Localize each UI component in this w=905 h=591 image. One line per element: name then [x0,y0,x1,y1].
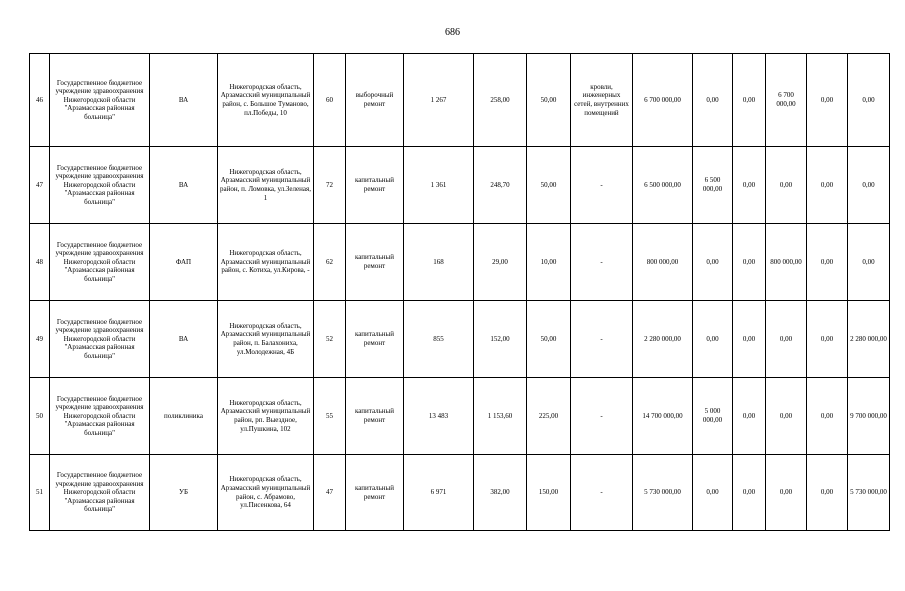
cell-col8: 29,00 [474,224,527,301]
cell-col15: 0,00 [807,378,848,455]
cell-col16: 0,00 [848,54,890,147]
cell-col9: 225,00 [527,378,571,455]
cell-facility-type: УБ [150,455,218,531]
cell-col12: 5 000 000,00 [693,378,733,455]
cell-col15: 0,00 [807,224,848,301]
page-number: 686 [445,27,460,38]
cell-work-scope: - [571,455,633,531]
cell-col8: 1 153,60 [474,378,527,455]
cell-number: 50 [30,378,50,455]
cell-organization: Государственное бюджетное учреждение здравоохранения Нижегородской области "Арзамасская районная больница" [50,301,150,378]
cell-work-type: выборочный ремонт [346,54,404,147]
cell-col16: 2 280 000,00 [848,301,890,378]
cell-col7: 855 [404,301,474,378]
cell-organization: Государственное бюджетное учреждение здравоохранения Нижегородской области "Арзамасская районная больница" [50,54,150,147]
cell-total: 6 700 000,00 [633,54,693,147]
cell-col7: 6 971 [404,455,474,531]
cell-col7: 168 [404,224,474,301]
cell-col15: 0,00 [807,301,848,378]
cell-col16: 0,00 [848,224,890,301]
cell-work-type: капитальный ремонт [346,224,404,301]
cell-organization: Государственное бюджетное учреждение здравоохранения Нижегородской области "Арзамасская районная больница" [50,378,150,455]
cell-col9: 50,00 [527,54,571,147]
table-row [30,378,890,455]
cell-col8: 248,70 [474,147,527,224]
cell-col14: 0,00 [766,301,807,378]
cell-organization: Государственное бюджетное учреждение здравоохранения Нижегородской области "Арзамасская районная больница" [50,147,150,224]
cell-col12: 0,00 [693,54,733,147]
cell-address: Нижегородская область, Арзамасский муниципальный район, с. Большое Туманово, пл.Победы, 10 [218,54,314,147]
cell-total: 800 000,00 [633,224,693,301]
cell-col9: 10,00 [527,224,571,301]
cell-col9: 50,00 [527,301,571,378]
cell-total: 14 700 000,00 [633,378,693,455]
cell-col8: 382,00 [474,455,527,531]
cell-col7: 13 483 [404,378,474,455]
cell-facility-type: ФАП [150,224,218,301]
cell-total: 2 280 000,00 [633,301,693,378]
cell-col12: 0,00 [693,224,733,301]
cell-col14: 0,00 [766,147,807,224]
cell-col12: 6 500 000,00 [693,147,733,224]
cell-number: 46 [30,54,50,147]
cell-col13: 0,00 [733,54,766,147]
cell-facility-type: ВА [150,147,218,224]
cell-work-type: капитальный ремонт [346,147,404,224]
cell-col14: 6 700 000,00 [766,54,807,147]
cell-number: 47 [30,147,50,224]
cell-col13: 0,00 [733,147,766,224]
table-row [30,224,890,301]
cell-building-age: 47 [314,455,346,531]
cell-col13: 0,00 [733,301,766,378]
cell-organization: Государственное бюджетное учреждение здравоохранения Нижегородской области "Арзамасская районная больница" [50,455,150,531]
cell-col7: 1 267 [404,54,474,147]
cell-work-scope: - [571,224,633,301]
cell-col15: 0,00 [807,455,848,531]
cell-building-age: 55 [314,378,346,455]
cell-col16: 5 730 000,00 [848,455,890,531]
table-row [30,455,890,531]
cell-col8: 152,00 [474,301,527,378]
cell-address: Нижегородская область, Арзамасский муниципальный район, п. Ломовка, ул.Зеленая, 1 [218,147,314,224]
cell-work-scope: кровли, инженерных сетей, внутренних помещений [571,54,633,147]
cell-work-type: капитальный ремонт [346,301,404,378]
cell-organization: Государственное бюджетное учреждение здравоохранения Нижегородской области "Арзамасская районная больница" [50,224,150,301]
cell-number: 48 [30,224,50,301]
cell-number: 51 [30,455,50,531]
cell-work-scope: - [571,378,633,455]
cell-col9: 150,00 [527,455,571,531]
cell-col15: 0,00 [807,147,848,224]
cell-col15: 0,00 [807,54,848,147]
cell-building-age: 52 [314,301,346,378]
cell-col14: 0,00 [766,378,807,455]
cell-work-scope: - [571,147,633,224]
cell-work-scope: - [571,301,633,378]
cell-building-age: 62 [314,224,346,301]
cell-total: 5 730 000,00 [633,455,693,531]
table-row [30,54,890,147]
table-row [30,147,890,224]
repair-program-table [29,53,890,531]
cell-total: 6 500 000,00 [633,147,693,224]
cell-number: 49 [30,301,50,378]
cell-col13: 0,00 [733,455,766,531]
cell-address: Нижегородская область, Арзамасский муниципальный район, с. Абрамово, ул.Писенкова, 64 [218,455,314,531]
cell-facility-type: ВА [150,54,218,147]
cell-col8: 258,00 [474,54,527,147]
cell-address: Нижегородская область, Арзамасский муниципальный район, п. Балахониха, ул.Молодежная, 4Б [218,301,314,378]
cell-col9: 50,00 [527,147,571,224]
cell-work-type: капитальный ремонт [346,455,404,531]
table-row [30,301,890,378]
cell-col16: 9 700 000,00 [848,378,890,455]
cell-address: Нижегородская область, Арзамасский муниципальный район, рп. Выездное, ул.Пушкина, 102 [218,378,314,455]
cell-col14: 0,00 [766,455,807,531]
cell-col12: 0,00 [693,455,733,531]
cell-col13: 0,00 [733,224,766,301]
cell-col7: 1 361 [404,147,474,224]
cell-facility-type: ВА [150,301,218,378]
cell-building-age: 72 [314,147,346,224]
cell-building-age: 60 [314,54,346,147]
cell-col13: 0,00 [733,378,766,455]
cell-col12: 0,00 [693,301,733,378]
cell-address: Нижегородская область, Арзамасский муниципальный район, с. Котиха, ул.Кирова, - [218,224,314,301]
cell-work-type: капитальный ремонт [346,378,404,455]
cell-facility-type: поликлиника [150,378,218,455]
cell-col16: 0,00 [848,147,890,224]
cell-col14: 800 000,00 [766,224,807,301]
